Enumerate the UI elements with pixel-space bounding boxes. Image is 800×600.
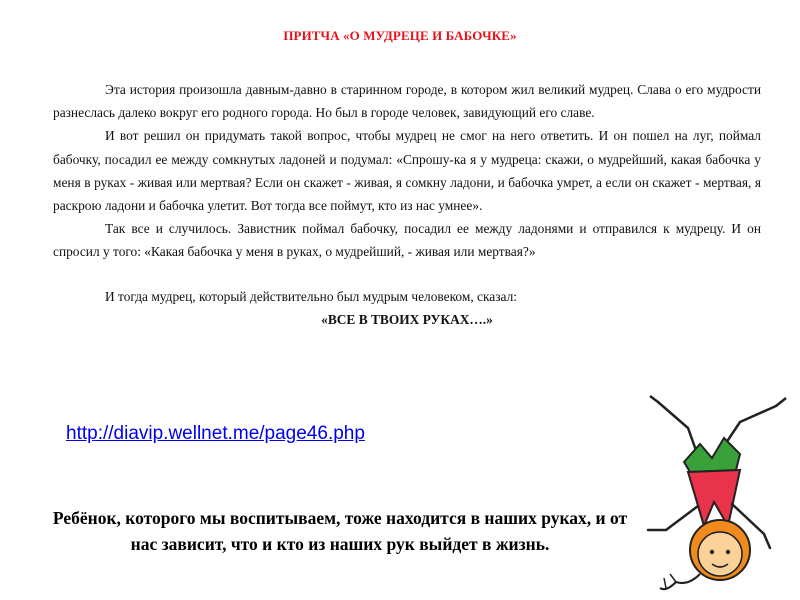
source-link[interactable]: http://diavip.wellnet.me/page46.php bbox=[66, 423, 365, 444]
story-paragraph-2: И вот решил он придумать такой вопрос, чтобы мудрец не смог на него ответить. И он пошел на луг, поймал бабочку, посадил ее между сомкнутых ладоней и подумал: «Спрошу-ка я у мудреца: скажи, о мудрейший, какая бабочка у меня в руках - живая или мертвая? Если он скажет - живая, я сомкну ладони, и бабочка умрет, а если он скажет - мертвая, я раскрою ладони и бабочка улетит. Вот тогда все поймут, кто из нас умнее». bbox=[53, 128, 761, 214]
story-paragraph-3: Так все и случилось. Завистник поймал бабочку, посадил ее между ладонями и отправился к мудрецу. И он спросил у того: «Какая бабочка у меня в руках, о мудрейший, - живая или мертвая?» bbox=[53, 221, 761, 260]
story-punchline: «ВСЕ В ТВОИХ РУКАХ….» bbox=[321, 311, 493, 327]
story-text bbox=[53, 78, 761, 331]
upside-down-child-icon bbox=[636, 388, 800, 600]
story-title: ПРИТЧА «О МУДРЕЦЕ И БАБОЧКЕ» bbox=[283, 28, 517, 43]
story-paragraph-1: Эта история произошла давным-давно в старинном городе, в котором жил великий мудрец. Слава о его мудрости разнеслась далеко вокруг его родного города. Но был в городе человек, завидующий его славе. bbox=[53, 82, 761, 121]
moral-text: Ребёнок, которого мы воспитываем, тоже находится в наших руках, и от нас зависит, что и кто из наших рук выйдет в жизнь. bbox=[52, 508, 628, 554]
story-paragraph-4: И тогда мудрец, который действительно был мудрым человеком, сказал: bbox=[105, 288, 517, 304]
